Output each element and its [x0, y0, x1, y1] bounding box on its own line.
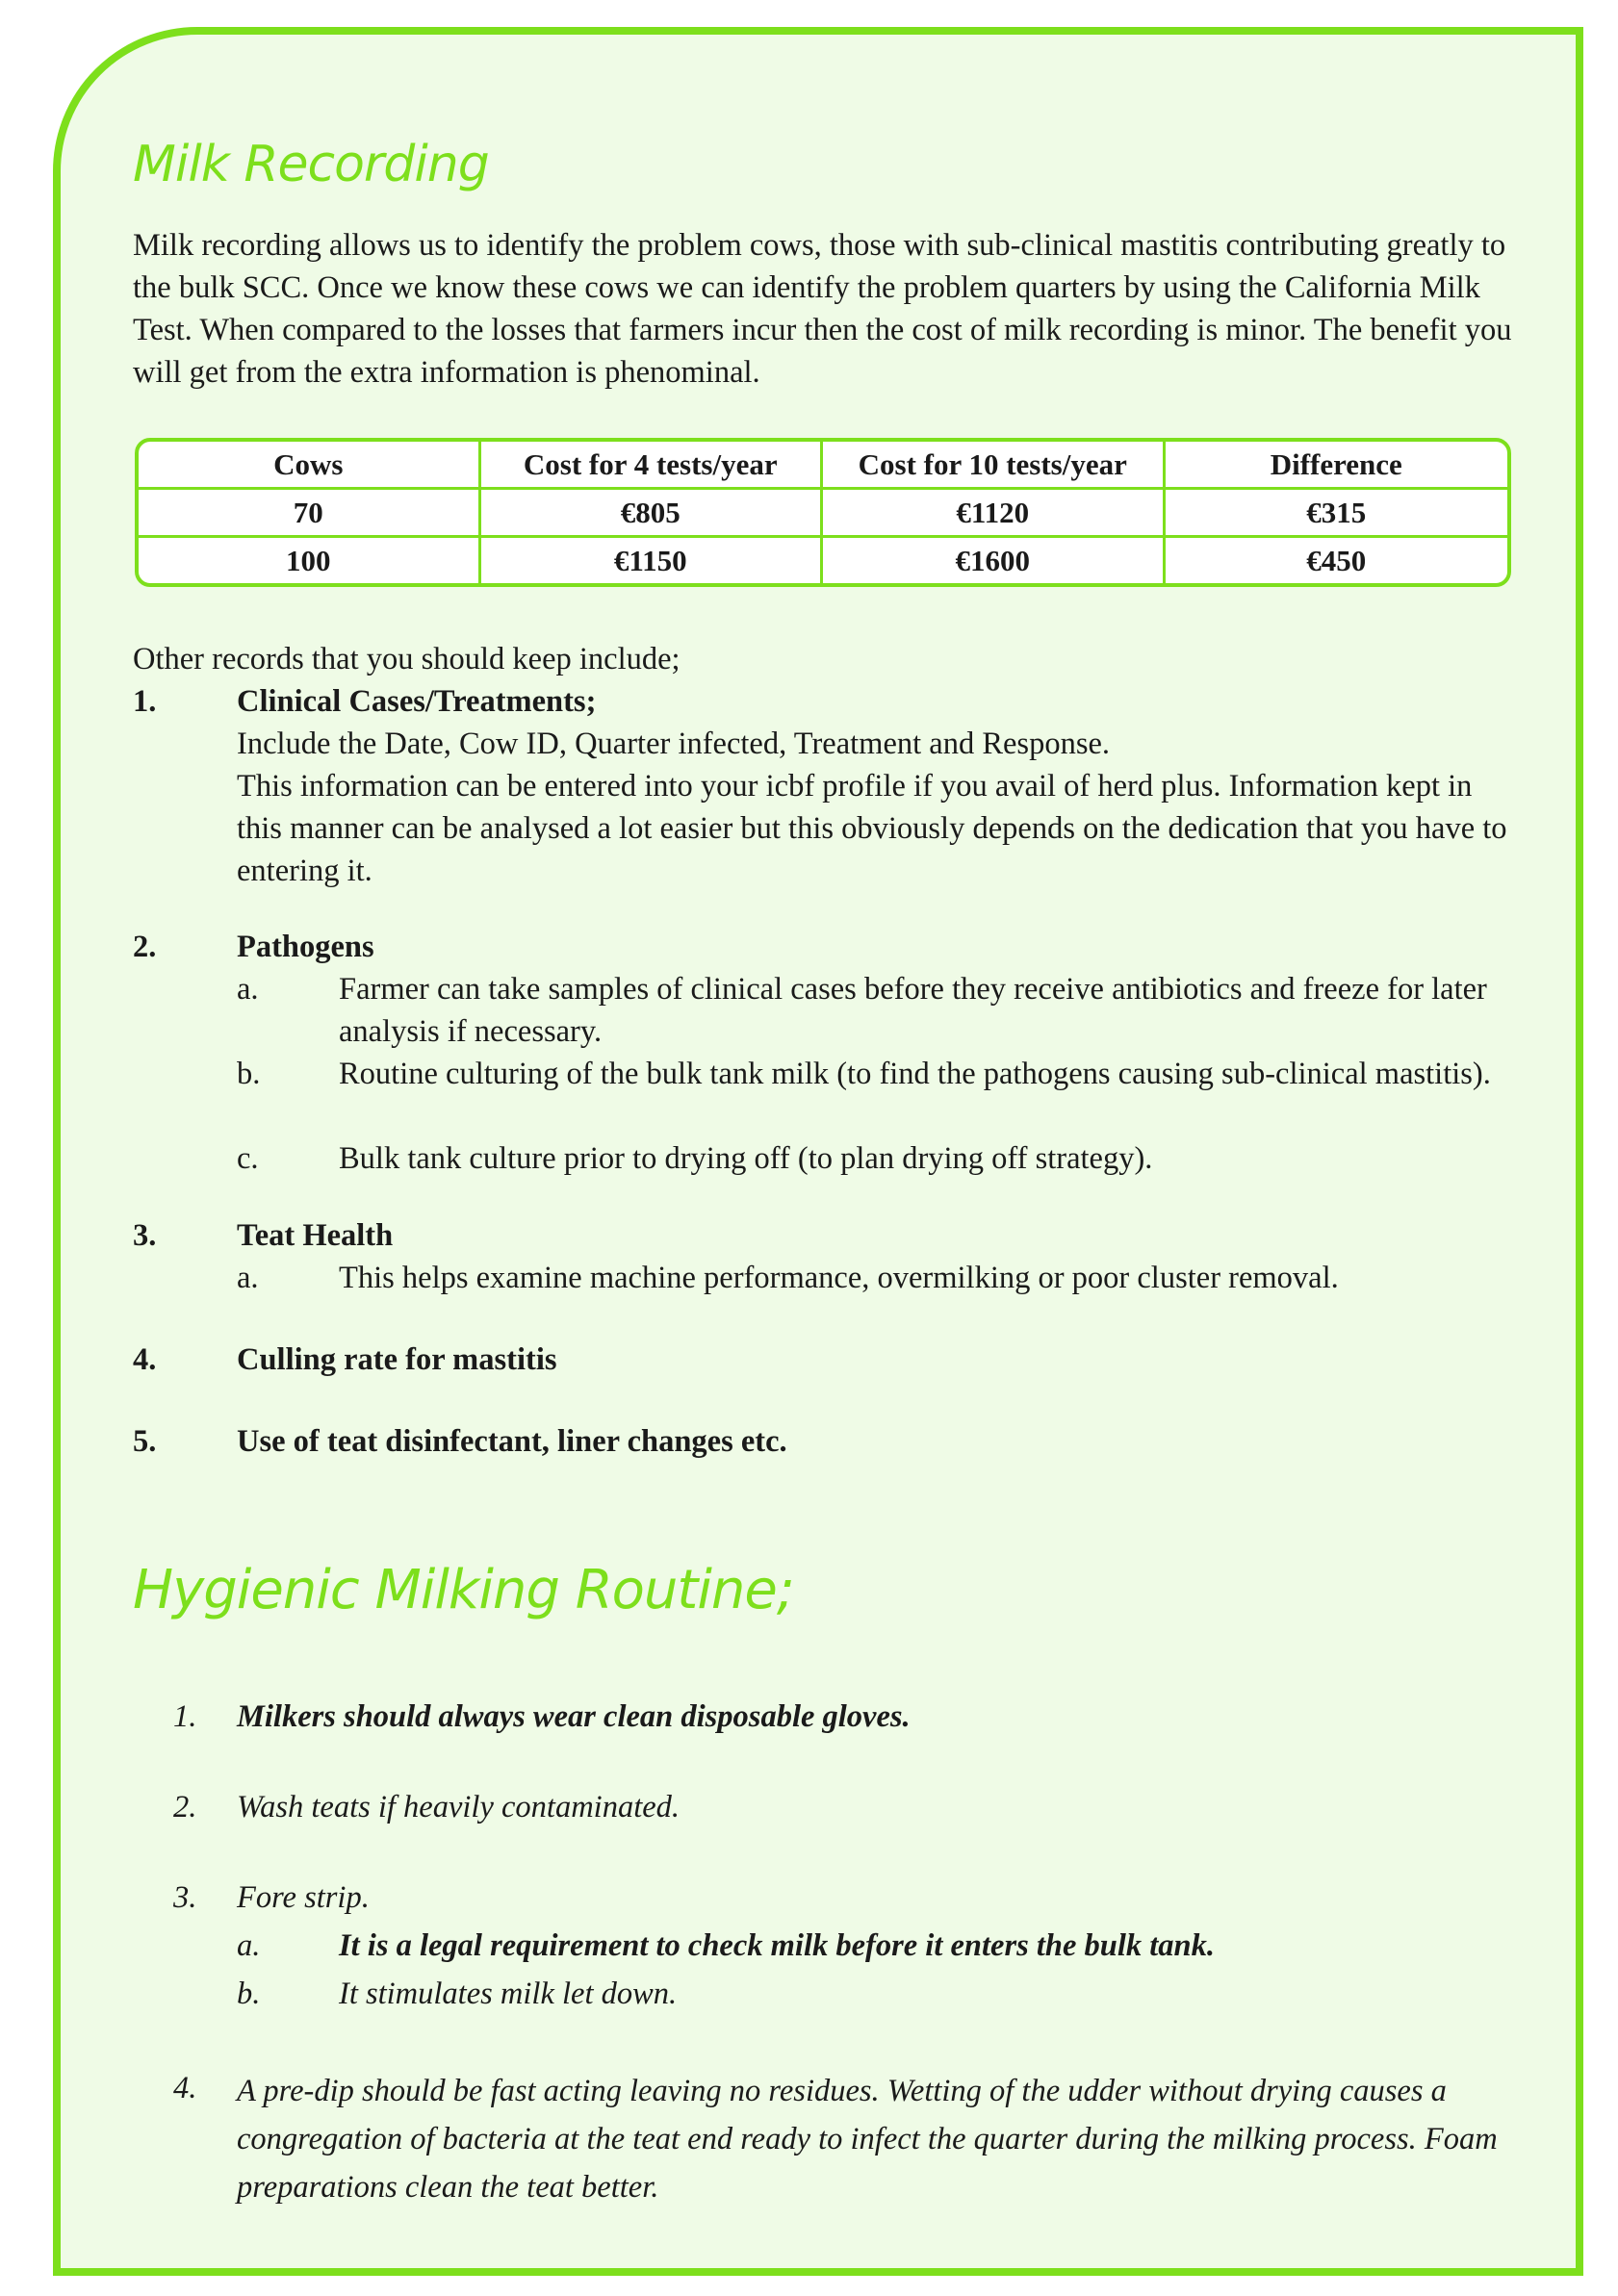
table-header-row	[139, 442, 1507, 490]
list-number: 2.	[133, 930, 157, 964]
routine-item-text: Fore strip.	[237, 1880, 370, 1915]
list-subitem-text: Bulk tank culture prior to drying off (to plan drying off strategy).	[339, 1141, 1153, 1176]
table-header-cell: Cost for 4 tests/year	[481, 442, 824, 490]
table-cell: 100	[139, 538, 481, 583]
list-number: 5.	[133, 1424, 157, 1459]
list-subitem-text: This helps examine machine performance, overmilking or poor cluster removal.	[339, 1261, 1339, 1295]
table-cell: €315	[1166, 490, 1508, 538]
list-letter: c.	[237, 1141, 259, 1176]
table-header-cell: Cost for 10 tests/year	[823, 442, 1166, 490]
list-item-title: Culling rate for mastitis	[237, 1342, 557, 1377]
cost-table	[135, 438, 1511, 587]
table-header-cell: Cows	[139, 442, 481, 490]
list-number: 4.	[133, 1342, 157, 1377]
routine-item-text: A pre-dip should be fast acting leaving no residues. Wetting of the udder without drying causes a congregation of bacteria at the teat end ready to infect the quarter during the milking process. Foam preparations clean the teat better.	[237, 2074, 1498, 2205]
table-cell: €1120	[823, 490, 1166, 538]
table-cell: €450	[1306, 543, 1367, 577]
list-item-text: This information can be entered into your icbf profile if you avail of herd plus. Information kept in this manner can be analysed a lot easier but this obviously depends on the dedication that you have to entering it.	[237, 769, 1507, 888]
list-letter: b.	[237, 1977, 261, 2011]
list-number: 1.	[173, 1699, 197, 1734]
milk-recording-intro: Milk recording allows us to identify the problem cows, those with sub-clinical mastitis contributing greatly to the bulk SCC. Once we know these cows we can identify the problem quarters by using the California Milk Test. When compared to the losses that farmers incur then the cost of milk recording is minor. The benefit you will get from the extra information is phenominal.	[133, 228, 1512, 390]
routine-item-text: Milkers should always wear clean disposable gloves.	[237, 1699, 911, 1734]
list-letter: a.	[237, 1261, 259, 1295]
list-letter: a.	[237, 972, 259, 1007]
list-number: 4.	[173, 2071, 197, 2105]
records-lead: Other records that you should keep include;	[133, 642, 681, 676]
table-header-cell: Difference	[1166, 442, 1508, 490]
list-item-text: Include the Date, Cow ID, Quarter infected, Treatment and Response.	[237, 727, 1111, 761]
routine-item-text: Wash teats if heavily contaminated.	[237, 1790, 681, 1824]
list-item-title: Pathogens	[237, 930, 374, 964]
routine-subitem-text: It is a legal requirement to check milk before it enters the bulk tank.	[339, 1928, 1215, 1963]
list-item-title: Use of teat disinfectant, liner changes etc.	[237, 1424, 787, 1459]
table-cell: €1600	[823, 538, 1166, 583]
table-cell: 70	[139, 490, 481, 538]
list-letter: a.	[237, 1928, 261, 1963]
hygienic-milking-heading: Hygienic Milking Routine;	[133, 1559, 794, 1621]
list-item-title: Teat Health	[237, 1218, 394, 1253]
milk-recording-heading: Milk Recording	[133, 136, 489, 193]
table-row	[139, 538, 1507, 583]
list-number: 1.	[133, 684, 157, 719]
table-row	[139, 490, 1507, 538]
table-cell: €805	[481, 490, 824, 538]
list-subitem-text: Routine culturing of the bulk tank milk (to find the pathogens causing sub-clinical mastitis).	[339, 1057, 1491, 1091]
table-cell: €1150	[481, 538, 824, 583]
list-item-title: Clinical Cases/Treatments;	[237, 684, 597, 719]
list-number: 2.	[173, 1790, 197, 1824]
list-number: 3.	[133, 1218, 157, 1253]
list-subitem-text: Farmer can take samples of clinical cases before they receive antibiotics and freeze for later analysis if necessary.	[339, 972, 1487, 1049]
list-number: 3.	[173, 1880, 197, 1915]
routine-subitem-text: It stimulates milk let down.	[339, 1977, 678, 2011]
list-letter: b.	[237, 1057, 261, 1091]
